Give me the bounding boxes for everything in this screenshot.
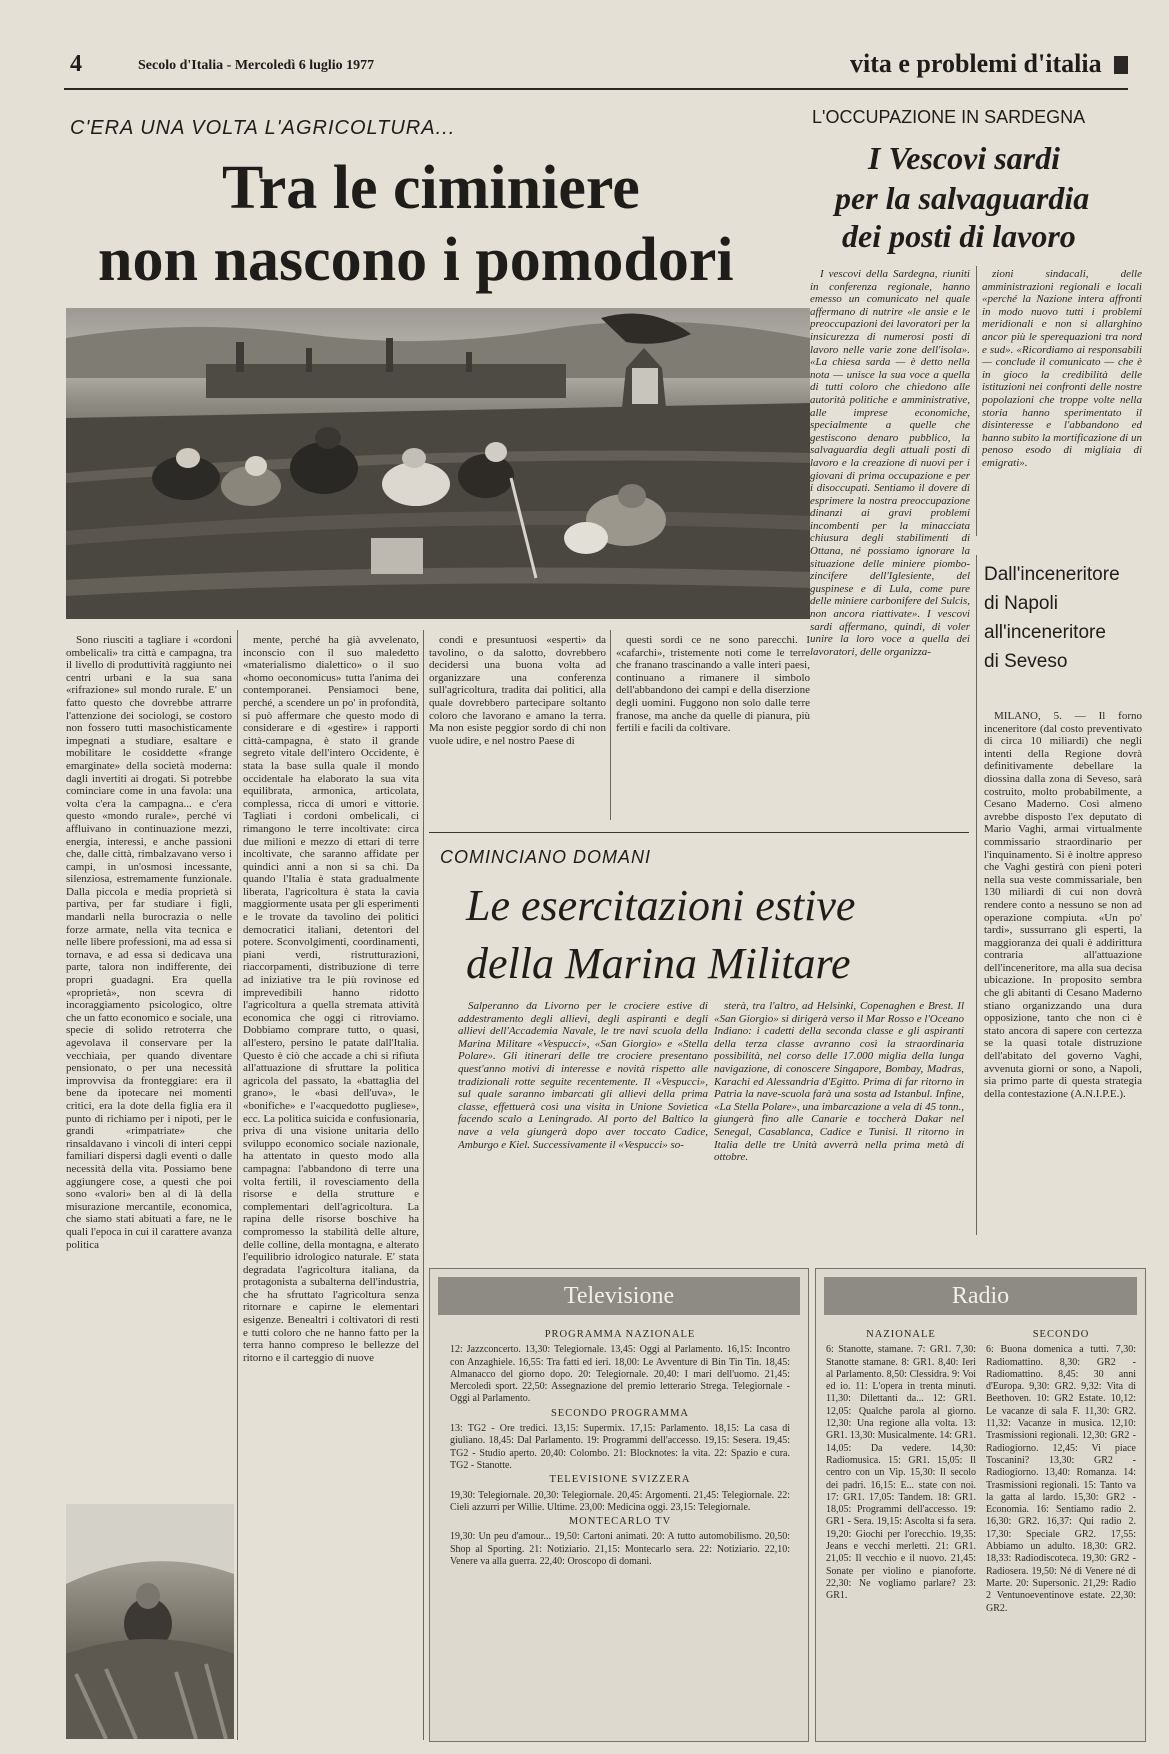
farmworkers-photo bbox=[66, 308, 810, 619]
seveso-headline-line-3: all'inceneritore bbox=[984, 622, 1106, 643]
main-article-column-3 bbox=[429, 634, 606, 818]
sardegna-text-1: I vescovi della Sardegna, riuniti in conferenza regionale, hanno emesso un comunicato nel quale affermano di nutrire «le ansie e le preoccupazioni dei lavoratori per la insicurezza di numerosi posti di lavoro nelle varie zone dell'isola». «La chiesa sarda — è detto nella nota — unisce la sua voce a quella di tutti coloro che chiedono alle autorità politiche e amministrative, alle imprese economiche, specialmente a quelle che gestiscono denaro pubblico, la salvaguardia degli attuali posti di lavoro e la creazione di nuovi per i giovani di prima occupazione e per i disoccupati. Sentiamo il dovere di esprimere la nostra preoccupazione dinanzi ai gravi problemi incombenti per la minacciata chiusura degli stabilimenti di Ottana, né possiamo ignorare la situazione delle miniere piombo-zincifere dell'Iglesiente, del guspinese e di Lula, come pure delle miniere carbonifere del Sulcis, non ancora riattivate». I vescovi sardi affermano, quindi, di voler unire la loro voce a quella dei lavoratori, delle organizza- bbox=[810, 268, 970, 658]
tv-montecarlo-text: 19,30: Un peu d'amour... 19,50: Cartoni animati. 20: A tutto automobilismo. 20,50: Shop al Sporting. 21: Notiziario. 21,15: Montecarlo sera. 22: Notiziario. 22,10: Venere va alla guerra. 22,40: Oroscopo di domani. bbox=[450, 1531, 790, 1568]
seveso-column bbox=[984, 710, 1142, 1232]
farmer-photo bbox=[66, 1504, 234, 1739]
column-divider bbox=[237, 630, 238, 1740]
column-divider bbox=[976, 555, 977, 1235]
marina-text-2: sterà, tra l'altro, ad Helsinki, Copenaghen e Brest. Il «San Giorgio» si dirigerà verso il Mar Rosso e l'Oceano Indiano: i cadetti della seconda classe e gli aspiranti della terza classe avranno così la straordinaria possibilità, nel corso delle 17.000 miglia della lunga navigazione, di conoscere Singapore, Bombay, Madras, Karachi ed Alessandria d'Egitto. Prima di far ritorno in Patria la nave-scuola farà una sosta ad Istanbul. Infine, «La Stella Polare», una imbarcazione a vela di 45 tonn., giungerà fino alle Canarie e toccherà Dakar nel Senegal, Casablanca, Cadice e Tunisi. Il ritorno in Italia delle tre Unità avverrà nella prima metà di ottobre. bbox=[714, 1000, 964, 1164]
main-article-column-4 bbox=[616, 634, 810, 818]
masthead: Secolo d'Italia - Mercoledì 6 luglio 1977 bbox=[138, 58, 375, 73]
farmer-photo-graphic bbox=[66, 1504, 234, 1739]
radio-secondo-title: SECONDO bbox=[1032, 1329, 1090, 1340]
tv-svizzera-title: TELEVISIONE SVIZZERA bbox=[549, 1474, 691, 1486]
main-article-column-2 bbox=[243, 634, 419, 1742]
article-kicker: C'ERA UNA VOLTA L'AGRICOLTURA... bbox=[70, 117, 456, 139]
television-title: Televisione bbox=[438, 1277, 800, 1315]
article-headline-line-2: non nascono i pomodori bbox=[98, 226, 734, 294]
television-listings bbox=[450, 1327, 790, 1735]
seveso-headline-line-1: Dall'inceneritore bbox=[984, 564, 1120, 585]
main-article-text-4: questi sordi ce ne sono parecchi. I «cafarchi», tristemente noti come le terre che franano trascinando a valle interi paesi, continuano a rimanere il simbolo dell'abbandono dei campi e della diserzione degli uomini. Fuggono non solo dalle terre franose, ma anche da quelle di pianura, più fertili e facili da coltivare. bbox=[616, 634, 810, 735]
seveso-text: MILANO, 5. — Il forno inceneritore (dal costo preventivato di circa 10 miliardi) che negli intenti della Regione dovrà definitivamente debellare la diossina dalla zona di Seveso, sarà costruito, molto probabilmente, a Cesano Maderno. Così almeno avrebbe disposto l'ex deputato di Mario Vaghi, armai virtualmente commissario straordinario per l'inquinamento. Si è inoltre appreso che Vaghi gestirà con pieni poteri nella sua veste commissariale, ben 130 miliardi di cui non dovrà rendere conto a nessuno se non ad operazione compiuta. «Un po' tardi», sussurrano gli esperti, la maggioranza dei quali è addirittura contraria all'attuazione dell'inceneritore, ma alla sua decisa ubicazione. In proposito sembra che gli abitanti di Cesano Maderno stiano organizzando una dura opposizione, tanto che non ci è stato ancora di sapere con certezza se la quasi totale distruzione dell'abitato del governo Vaghi, avvenuta giorni or sono, a Napoli, sia primo parte di questa strategia della contestazione (A.N.I.P.E.). bbox=[984, 710, 1142, 1100]
marina-column-2 bbox=[714, 1000, 964, 1226]
sardegna-text-2: zioni sindacali, delle amministrazioni regionali e locali «perché la Nazione intera affronti in modo nuovo tutti i problemi meridionali e non si allarghino ancor più le sperequazioni tra nord e sud». «Ricordiamo ai responsabili — conclude il comunicato — che è in gioco la credibilità delle istituzioni nei confronti delle nostre popolazioni che troppe volte nella storia hanno sperimentato il disinteresse e l'abbandono ed hanno subito la mortificazione di un penoso esodo di migliaia di emigrati». bbox=[982, 268, 1142, 469]
radio-secondo bbox=[986, 1327, 1136, 1735]
section-title-text: vita e problemi d'italia bbox=[850, 49, 1102, 78]
tv-svizzera-text: 19,30: Telegiornale. 20,30: Telegiornale. 20,45: Argomenti. 21,45: Telegiornale. 22: Cieli azzurri per Willie. Ultime. 23,00: Medicina oggi. 23,15: Telegiornale. bbox=[450, 1489, 790, 1513]
main-article-text-2: mente, perché ha già avvelenato, inconscio con il suo maledetto «materialismo dialettico» o il suo «homo oeconomicus» tutta l'anima dei contemporanei. Pensiamoci bene, perché, a scendere un po' in profondità, si può affermare che questo modo di considerare e di «gestire» i rapporti città-campagna, è stato il grande segreto vitale dell'intero Occidente, è stata la base sulla quale il mondo occidentale ha elaborato la sua vita equilibrata, armonica, articolata, complessa, ricca di umori e vittorie. Tagliati i cordoni ombelicali, ci rimangono le terre incoltivate: circa due milioni e mezzo di ettari di terre incoltivate, che saranno affidate per quindici anni a non si sa chi. Da quando l'Italia è stata gradualmente liberata, l'agricoltura è stata la cavia maggiormente usata per gli esperimenti e le trovate da tavolino dei politici democratici italiani, detentori del potere. Sconvolgimenti, coordinamenti, piani verdi, ristrutturazioni, riaccorpamenti, distribuzione di terre ad iniziative tra le più rovinose ed imprevedibili hanno ridotto l'agricoltura a quella stremata attività economica che oggi ci ritroviamo. Dobbiamo comprare tutto, o quasi, all'estero, persino le patate dall'Italia. Questo è ciò che accade a chi si rifiuta all'attuazione di sfruttare la politica agricola del passato, la «battaglia del grano», le «basi dell'uva», le «bonifiche» e l'«acquedotto pugliese», ecc. La politica suicida e confusionaria, priva di una visione unitaria dello sviluppo economico sociale nazionale, ha attentato in questo modo alla campagna: l'abbandono di terre una volta fertili, il rovesciamento della risorse e della strutture e complementari dell'agricoltura. La rapina delle risorse boschive ha compromesso la stabilità delle alture, delle colline, della montagna, e alterato l'equilibrio idrologico naturale. E' stata degradata l'agricoltura italiana, da protagonista a subalterna dell'industria, che ha sfruttato l'agricoltura senza ritornare e capirne le elementari esigenze. Benealtri i coltivatori di resti e tutti coloro che ne hanno fatto per la terra hanno compreso le bellezze del ritorno e il carteggio di nuove bbox=[243, 634, 419, 1364]
radio-nazionale bbox=[826, 1327, 976, 1735]
radio-secondo-text: 6: Buona domenica a tutti. 7,30: Radiomattino. 8,30: GR2 - Radiomattino. 8,45: 30 anni d'Europa. 9,30: GR2. 9,32: Vita di Beethoven. 10: GR2 Estate. 10,12: Le vacanze di sala F. 11,30: GR2. 11,32: Vacanze in musica. 12,10: Trasmissioni regionali. 12,30: GR2 - Radiogiorno. 12,45: Vi piace Toscanini? 13,30: GR2 - Radiogiorno. 13,40: Romanza. 14: Trasmissioni regionali. 15: Tanto va la gatta al lardo. 15,30: GR2 - Economia. 16: Sentiamo radio 2. 16,30: GR2. 16,37: Qui radio 2. 17,30: Speciale GR2. 17,55: Abbiamo un adulto. 18,30: GR2. 18,33: Radiodiscoteca. 19,30: GR2 - Radiosera. 19,50: Né di Venere né di Marte. 20: Supersonic. 21,29: Radio 2 Ventunoeventinove estate. 22,30: GR2. bbox=[986, 1344, 1136, 1614]
marina-headline-line-2: della Marina Militare bbox=[466, 939, 851, 988]
tv-secondo-title: SECONDO PROGRAMMA bbox=[550, 1407, 690, 1419]
sardegna-headline-line-2: per la salvaguardia bbox=[835, 180, 1090, 216]
sardegna-column-2 bbox=[982, 268, 1142, 528]
tv-nazionale-title: PROGRAMMA NAZIONALE bbox=[544, 1329, 696, 1340]
page-number: 4 bbox=[70, 51, 82, 77]
main-article-column-1 bbox=[66, 634, 232, 1500]
seveso-headline-line-2: di Napoli bbox=[984, 593, 1058, 614]
marina-kicker: COMINCIANO DOMANI bbox=[440, 847, 652, 867]
column-divider bbox=[976, 266, 977, 536]
section-title bbox=[850, 48, 1128, 80]
sardegna-column-1 bbox=[810, 268, 970, 808]
header-rule bbox=[64, 88, 1128, 90]
marina-top-rule bbox=[429, 832, 969, 833]
marina-column-1 bbox=[458, 1000, 708, 1226]
sardegna-headline-line-1: I Vescovi sardi bbox=[868, 140, 1060, 176]
sardegna-kicker: L'OCCUPAZIONE IN SARDEGNA bbox=[812, 107, 1086, 127]
farmworkers-photo-graphic bbox=[66, 308, 810, 619]
radio-title: Radio bbox=[824, 1277, 1137, 1315]
tv-nazionale-text: 12: Jazzconcerto. 13,30: Telegiornale. 13,45: Oggi al Parlamento. 16,15: Incontro con Anzaghiele. 16,55: Tra fatti ed ieri. 18,00: Le Avventure di Bin Tin Tin. 18,45: Almanacco del giorno dopo. 20: Telegiornale. 20,40: I mari dell'uomo. 21,45: Mercoledì sport. 22,50: Assegnazione del premio letterario Strega. Telegiornale - Oggi al Parlamento. bbox=[450, 1344, 790, 1405]
main-article-text-1: Sono riusciti a tagliare i «cordoni ombelicali» tra città e campagna, tra il livello di produttività raggiunto nei centri urbani e la sua sana «rifrazione» sul mondo rurale. E' un fatto questo che dovrebbe attrarre l'attenzione dei sociologi, se costoro non fossero tutti masochisticamente impegnati a studiare, esaltare e mobilitare le cosiddette «frange emarginate» della società moderna: dagli invertiti ai drogati. Si potrebbe cominciare come in una favola: una volta c'era la campagna... e c'era questo «mondo rurale», perché vi affluivano in continuazione mezzi, energia, interessi, e anche passioni che, dalle città, rimbalzavano verso i campi, in un'osmosi incessante, silenziosa, estremamente funzionale. Dalla piccola e media proprietà si partiva, per far studiare i figli, mandarli nella burocrazia o nelle forze armate, nella vita tecnica e nelle libere professioni, ma ad essa si tornava, e ad essa si dedicava una parte, talora non indifferente, dei propri guadagni. Era quella «proprietà», non scevra di incoraggiamento psicologico, oltre che un fatto economico e sociale, una specie di solido retroterra che agevolava il conservare per la vecchiaia, per quando diventare pensionato, o per una necessità improvvisa da fronteggiare: era il bene da ipotecare nei momenti critici, era la dote della figlia era il punto di richiamo per i nipoti, per le grandi «rimpatriate» che rinsaldavano i vincoli di interi ceppi familiari dispersi dagli eventi o dalle necessità della vita. Possiamo bene aggiungere cose, a questi che poi sono «valori» ben al di là della misurazione mercantile, economica, che siamo stati abituati a fare, ne le quali l'epoca in cui il carattere avanza politica bbox=[66, 634, 232, 1251]
tv-secondo-text: 13: TG2 - Ore tredici. 13,15: Supermix. 17,15: Parlamento. 18,15: La casa di giuliano. 18,45: Dal Parlamento. 19: Programmi dell'accesso. 19,15: Sesera. 19,45: TG2 - Studio aperto. 20,40: Colombo. 21: Blocknotes: la vita. 22: Spazio e cura. TG2 - Stanotte. bbox=[450, 1423, 790, 1471]
column-divider bbox=[610, 630, 611, 820]
marina-text-1: Salperanno da Livorno per le crociere estive di addestramento degli allievi, degli aspiranti e degli allievi dell'Accademia Navale, le tre navi scuola della Marina Militare «Vespucci», «San Giorgio» e «Stella Polare». Gli itinerari delle tre crociere presentano quest'anno motivi di interesse e novità rispetto alle tradizionali rotte seguite recentemente. Il «Vespucci», sul quale saranno imbarcati gli allievi della prima classe, effettuerà così una visita in Unione Sovietica facendo scalo a Leningrado. Al porto del Baltico la nave a vela giungerà dopo aver toccato Cadice, Amburgo e Kiel. Successivamente il «Vespucci» so- bbox=[458, 1000, 708, 1151]
television-box bbox=[429, 1268, 809, 1742]
main-article-text-3: condi e presuntuosi «esperti» da tavolino, o da salotto, dovrebbero decidersi una buona volta ad organizzare una conferenza sull'agricoltura, tradita dai politici, alla quale dovrebbero partecipare soltanto coloro che lavorano e amano la terra. Ma non esiste peggior sordo di chi non vuole udire, e nel nostro Paese di bbox=[429, 634, 606, 747]
sardegna-headline-line-3: dei posti di lavoro bbox=[842, 218, 1076, 254]
seveso-headline bbox=[984, 560, 1144, 676]
radio-nazionale-text: 6: Stanotte, stamane. 7: GR1. 7,30: Stanotte stamane. 8: GR1. 8,40: Ieri al Parlamento. 8,50: Clessidra. 9: Voi ed io. 11: L'opera in trenta minuti. 11,30: Dilettanti da... 12: GR1. 12,05: Qualche parola al giorno. 12,30: Una regione alla volta. 13: GR1. 13,30: Musicalmente. 14: GR1. 14,05: Da vedere. 14,30: Radiomusica. 15: GR1. 15,05: Il centro con un Vip. 15,30: Il secolo dei padri. 16,15: E... state con noi. 17: GR1. 17,05: Tandem. 18: GR1. 18,05: Programmi dell'accesso. 19: GR1 - Sera. 19,15: Ascolta si fa sera. 19,20: Giochi per l'orecchio. 19,35: Jeans e vecchi merletti. 21: GR1. 21,05: Il vecchio e il nuovo. 21,45: Sonate per violino e pianoforte. 22,30: Ne vogliamo parlare? 23: GR1. bbox=[826, 1344, 976, 1602]
article-headline-line-1: Tra le ciminiere bbox=[222, 154, 640, 222]
section-logo-icon bbox=[1114, 56, 1128, 74]
seveso-headline-line-4: di Seveso bbox=[984, 651, 1068, 672]
marina-headline-line-1: Le esercitazioni estive bbox=[466, 881, 856, 930]
radio-nazionale-title: NAZIONALE bbox=[866, 1329, 936, 1340]
column-divider bbox=[423, 630, 424, 1740]
tv-montecarlo-title: MONTECARLO TV bbox=[568, 1516, 672, 1528]
radio-box bbox=[815, 1268, 1146, 1742]
